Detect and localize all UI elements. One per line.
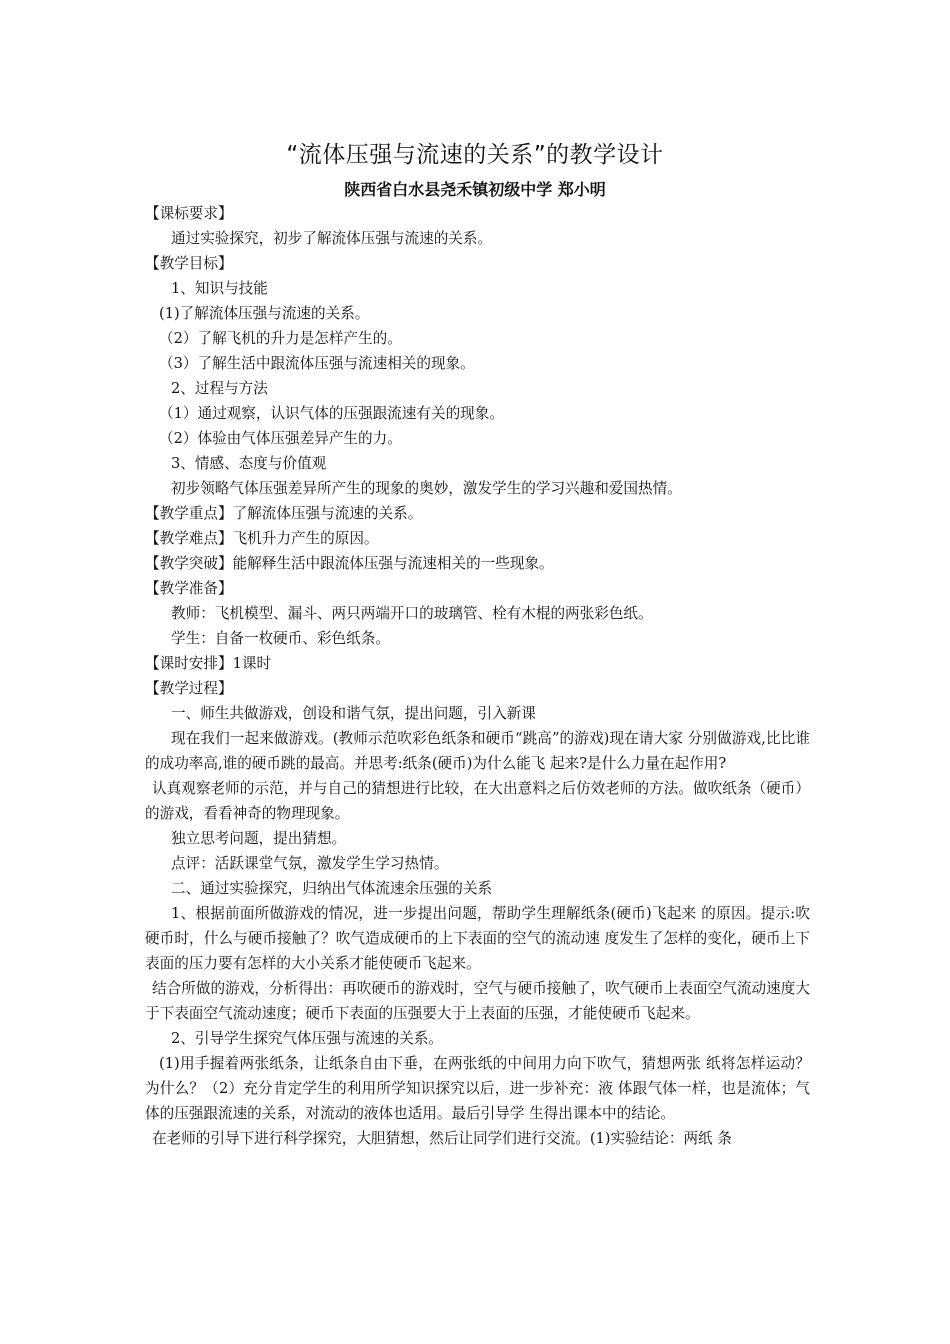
document-title: “流体压强与流速的关系”的教学设计 [286, 142, 664, 168]
paragraph: 现在我们一起来做游戏。(教师示范吹彩色纸条和硬币“跳高”的游戏)现在请大家 分别做游戏,比比谁的成功率高,谁的硬币跳的最高。并思考:纸条(硬币)为什么能飞 起来?是什么力量在起作用? [145, 730, 810, 772]
paragraph: （1）通过观察，认识气体的压强跟流速有关的现象。 [159, 405, 504, 422]
paragraph: （3）了解生活中跟流体压强与流速相关的现象。 [159, 355, 475, 372]
paragraph: 教师：飞机模型、漏斗、两只两端开口的玻璃管、栓有木棍的两张彩色纸。 [171, 605, 653, 622]
paragraph: 3、情感、态度与价值观 [171, 455, 327, 472]
paragraph: 1、根据前面所做游戏的情况，进一步提出问题，帮助学生理解纸条(硬币)飞起来 的原因。提示:吹硬币时，什么与硬币接触了？吹气造成硬币的上下表面的空气的流动速 度发生了怎样的变化，硬币上下表面的压力要有怎样的大小关系才能使硬币飞起来。 [145, 905, 810, 972]
paragraph: 通过实验探究，初步了解流体压强与流速的关系。 [171, 230, 493, 247]
paragraph: 认真观察老师的示范，并与自己的猜想进行比较，在大出意料之后仿效老师的方法。做吹纸条（硬币）的游戏，看看神奇的物理现象。 [145, 780, 810, 822]
paragraph: 学生：自备一枚硬币、彩色纸条。 [171, 630, 390, 647]
paragraph: （2）了解飞机的升力是怎样产生的。 [159, 330, 402, 347]
paragraph: （2）体验由气体压强差异产生的力。 [159, 430, 402, 447]
author-line: 陕西省白水县尧禾镇初级中学 郑小明 [344, 180, 606, 199]
paragraph: 【课时安排】1课时 [145, 655, 272, 672]
paragraph: 二、通过实验探究，归纳出气体流速余压强的关系 [171, 880, 493, 897]
paragraph: (1)了解流体压强与流速的关系。 [159, 305, 370, 322]
paragraph: 【教学突破】能解释生活中跟流体压强与流速相关的一些现象。 [145, 555, 554, 572]
paragraph: 【教学准备】 [145, 580, 233, 597]
paragraph: 【教学过程】 [145, 680, 233, 697]
paragraph: 【教学难点】飞机升力产生的原因。 [145, 530, 379, 547]
paragraph: 独立思考问题，提出猜想。 [171, 830, 347, 847]
paragraph: 【教学目标】 [145, 255, 233, 272]
paragraph: (1)用手握着两张纸条，让纸条自由下垂，在两张纸的中间用力向下吹气，猜想两张 纸将怎样运动？为什么？（2）充分肯定学生的利用所学知识探究以后，进一步补充：液 体跟气体一样，也是流体；气体的压强跟流速的关系，对流动的液体也适用。最后引导学 生得出课本中的结论。 [145, 1055, 810, 1122]
document-body [145, 201, 810, 1151]
paragraph: 在老师的引导下进行科学探究，大胆猜想，然后让同学们进行交流。(1)实验结论：两纸 条 [152, 1130, 732, 1147]
paragraph: 【教学重点】了解流体压强与流速的关系。 [145, 505, 423, 522]
paragraph: 结合所做的游戏，分析得出：再吹硬币的游戏时，空气与硬币接触了，吹气硬币上表面空气流动速度大于下表面空气流动速度；硬币下表面的压强要大于上表面的压强，才能使硬币飞起来。 [145, 980, 810, 1022]
paragraph: 初步领略气体压强差异所产生的现象的奥妙，激发学生的学习兴趣和爱国热情。 [171, 480, 682, 497]
paragraph: 1、知识与技能 [171, 280, 268, 297]
paragraph: 2、引导学生探究气体压强与流速的关系。 [171, 1030, 443, 1047]
paragraph: 【课标要求】 [145, 205, 233, 222]
paragraph: 2、过程与方法 [171, 380, 268, 397]
paragraph: 一、师生共做游戏，创设和谐气氛，提出问题，引入新课 [171, 705, 536, 722]
paragraph: 点评：活跃课堂气氛，激发学生学习热情。 [171, 855, 449, 872]
